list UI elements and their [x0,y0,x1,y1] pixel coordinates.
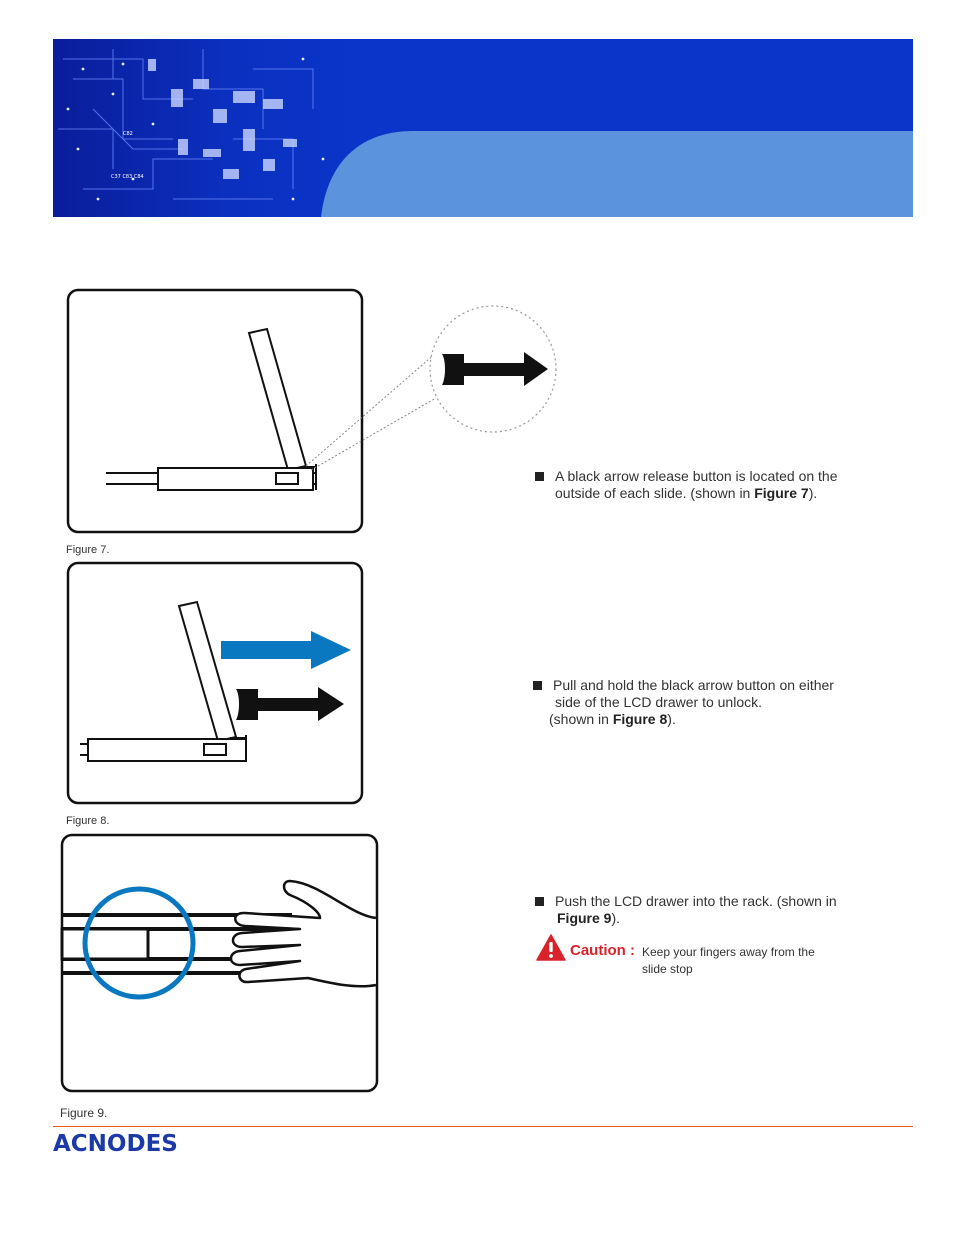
figure-9-caption: Figure 9. [60,1106,108,1120]
figure-7-illustration [66,288,566,536]
acnodes-logo: ACNODES [53,1131,178,1157]
banner-light-panel [321,131,913,217]
instruction-figure-7: A black arrow release button is located on the outside of each slide. (shown in Figure 7). [535,468,875,504]
warning-triangle-icon [536,934,566,961]
figure-7-caption: Figure 7. [66,544,110,556]
figure-8-illustration [66,561,366,807]
bullet-square-icon [535,472,544,481]
instruction-figure-8: Pull and hold the black arrow button on either side of the LCD drawer to unlock. (shown in Figure 8). [533,677,873,731]
board-label: C37 C83 C84 [111,174,144,180]
header-banner [53,39,913,217]
caution-text: Keep your fingers away from the slide stop [642,945,815,976]
caution-label: Caution : [570,942,635,959]
board-label: C82 [123,131,133,137]
caution-notice [536,934,856,980]
bullet-square-icon [535,897,544,906]
footer-divider [53,1126,913,1127]
instruction-figure-9: Push the LCD drawer into the rack. (shown in Figure 9). [535,893,875,929]
figure-8-caption: Figure 8. [66,815,110,827]
figure-9-illustration [60,833,380,1095]
bullet-square-icon [533,681,542,690]
